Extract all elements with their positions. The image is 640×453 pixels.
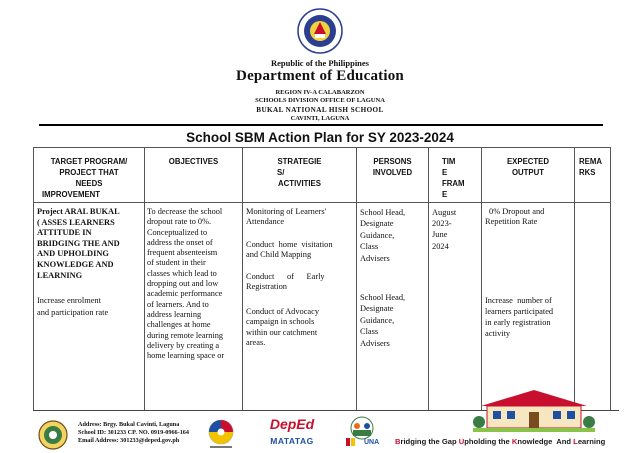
text-line: Designate [360, 304, 394, 314]
slogan-word: ridging the Gap [400, 437, 459, 446]
header-line: IMPROVEMENT [42, 190, 101, 199]
text-line: Class [360, 327, 379, 337]
text-line: To decrease the school [147, 207, 223, 216]
footer-slogan [395, 437, 605, 446]
text-line: classes which lead to [147, 268, 217, 278]
header-line: FRAM [442, 179, 465, 188]
deped-logo-text: DepEd [269, 416, 315, 432]
text-line: campaign in schools [246, 317, 315, 327]
text-line: of student in their [147, 258, 206, 268]
text-line: and Child Mapping [246, 250, 312, 260]
slogan-word: nowledge And [517, 437, 574, 446]
text-line: during remote learning [147, 330, 224, 340]
cell-strategies [243, 203, 357, 411]
text-line: and participation rate [37, 307, 109, 317]
cell-target-program [34, 203, 145, 411]
header-remarks [575, 148, 611, 203]
header-line: TARGET PROGRAM/ [50, 157, 128, 166]
table-row [34, 203, 611, 411]
text-line: Conduct of Early [246, 272, 325, 281]
text-line: Conduct home visitation [246, 240, 333, 249]
text-line: Advisers [360, 338, 390, 348]
text-line: AND UPHOLDING [37, 249, 109, 259]
footer-email: Email Address: 301233@deped.gov.ph [78, 437, 180, 444]
text-line: address learning [147, 309, 202, 319]
timeframe-text [432, 207, 478, 252]
header-line: TIM [442, 157, 456, 166]
text-line: Registration [246, 282, 287, 292]
header-strategies [243, 148, 357, 203]
text-line: learners participated [485, 307, 554, 316]
text-line: Conceptualized to [147, 227, 208, 237]
school-name: BUKAL NATIONAL HISH SCHOOL [256, 106, 384, 114]
text-line: challenges at home [147, 320, 211, 330]
header-divider [39, 124, 603, 126]
text-line: ( ASSES LEARNERS [37, 217, 115, 227]
text-line: home learning space or [147, 351, 225, 361]
text-line: activity [485, 329, 511, 338]
text-line: 2023- [432, 219, 452, 229]
division-line: SCHOOLS DIVISION OFFICE OF LAGUNA [255, 97, 385, 104]
header-line: OBJECTIVES [168, 157, 219, 166]
text-line: Monitoring of Learners' [246, 207, 327, 216]
output-item [485, 207, 571, 228]
header-line: NEEDS [75, 179, 103, 188]
text-line: dropout rate to 0%. [147, 217, 212, 227]
footer-school-id: School ID: 301233 CP. NO. 0919-0966-164 [78, 429, 189, 436]
text-line: address the onset of [147, 237, 213, 247]
footer-address: Address: Brgy. Bukal Cavinti, Laguna [78, 421, 180, 428]
text-line: Guidance, [360, 315, 395, 325]
text-line: Designate [360, 219, 394, 229]
text-line: Conduct of Advocacy [246, 307, 320, 316]
cell-expected-output [482, 203, 575, 411]
text-line: academic performance [147, 289, 223, 299]
text-line: Advisers [360, 253, 390, 263]
text-line: areas. [246, 338, 266, 348]
text-line: dropping out and low [147, 279, 219, 289]
header-line: E [442, 190, 448, 199]
una-program-logo [342, 414, 382, 452]
header-line: EXPECTED [506, 157, 550, 166]
text-line: June [432, 230, 448, 240]
slogan-initial: L [573, 437, 578, 446]
text-line: Guidance, [360, 230, 395, 240]
cell-persons-involved [357, 203, 429, 411]
table-header-row [34, 148, 611, 203]
text-line: Attendance [246, 217, 285, 227]
header-line: PERSONS [373, 157, 412, 166]
project-title [37, 207, 141, 281]
department-name: Department of Education [236, 68, 404, 84]
header-line: INVOLVED [372, 168, 413, 177]
text-line: Repetition Rate [485, 217, 538, 227]
cell-time-frame [429, 203, 482, 411]
cell-remarks [575, 203, 611, 411]
text-line: ATTITUDE IN [37, 228, 92, 238]
deped-matatag-logo [258, 414, 326, 452]
text-line: Increase enrolment [37, 296, 101, 305]
text-line: August [432, 208, 457, 217]
slogan-word: pholding the [464, 437, 512, 446]
bagong-pilipinas-logo [204, 418, 238, 450]
text-line: frequent absenteeism [147, 248, 218, 258]
header-line: STRATEGIE [277, 157, 322, 166]
slogan-word: earning [577, 437, 606, 446]
slogan-initial: U [458, 437, 465, 446]
header-time-frame [429, 148, 482, 203]
objectives-text [147, 207, 241, 361]
region-line: REGION IV-A CALABARZON [275, 89, 365, 96]
header-line: RKS [579, 168, 596, 177]
cell-objectives [145, 203, 243, 411]
school-location: CAVINTI, LAGUNA [290, 115, 350, 122]
text-line: Class [360, 242, 379, 252]
persons-group [360, 207, 425, 264]
text-line: KNOWLEDGE AND [37, 259, 114, 269]
text-line: of learners. And to [147, 299, 209, 309]
header-line: OUTPUT [511, 168, 545, 177]
text-line: BRIDGING THE AND [37, 238, 120, 248]
school-building-illustration [473, 386, 595, 432]
header-line: REMA [579, 157, 602, 166]
slogan-initial: K [511, 437, 518, 446]
text-line: in early registration [485, 318, 551, 327]
header-target-program [34, 148, 145, 203]
text-line: LEARNING [37, 270, 83, 280]
action-plan-table [33, 147, 611, 411]
strategy-item [246, 240, 353, 261]
deped-seal-logo [297, 8, 343, 54]
text-line: School Head, [360, 208, 406, 217]
header-expected-output [482, 148, 575, 203]
header-objectives [145, 148, 243, 203]
header-persons-involved [357, 148, 429, 203]
text-line: Increase number of [485, 296, 552, 305]
strategy-item [246, 207, 353, 228]
republic-line: Republic of the Philippines [270, 58, 369, 68]
project-goal [37, 295, 141, 318]
text-line: Project ARAL BUKAL [37, 207, 120, 216]
document-title: School SBM Action Plan for SY 2023-2024 [186, 130, 454, 145]
strategy-item [246, 307, 353, 349]
text-line: delivery by creating a [147, 340, 220, 350]
header-line: PROJECT THAT [59, 168, 119, 177]
text-line: School Head, [360, 293, 406, 302]
text-line: 2024 [432, 241, 449, 251]
persons-group [360, 292, 425, 349]
output-item [485, 295, 571, 339]
matatag-text: MATATAG [270, 436, 314, 446]
header-line: E [442, 168, 448, 177]
strategy-item [246, 272, 353, 293]
text-line: within our catchment [246, 327, 318, 337]
una-text: UNA [364, 439, 380, 446]
header-line: S/ [277, 168, 285, 177]
header-line: ACTIVITIES [278, 179, 321, 188]
text-line: 0% Dropout and [489, 207, 545, 216]
school-seal-logo [38, 420, 68, 450]
slogan-initial: B [395, 437, 401, 446]
